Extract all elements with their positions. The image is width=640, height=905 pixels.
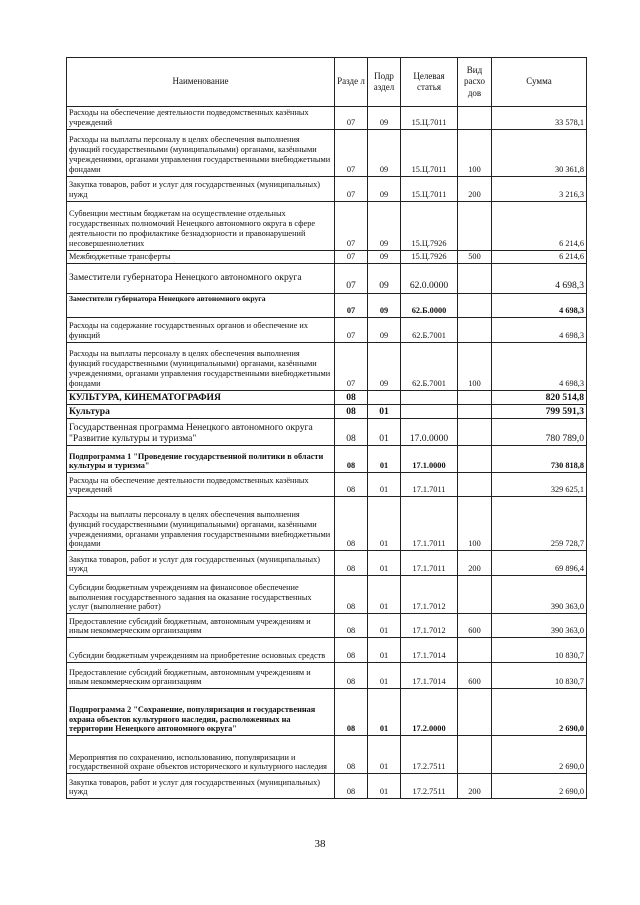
- cell-amount: 30 361,8: [492, 129, 587, 176]
- cell-section: 07: [335, 176, 368, 201]
- cell-amount: 6 214,6: [492, 250, 587, 263]
- cell-expense-type: [458, 638, 492, 663]
- cell-amount: 259 728,7: [492, 497, 587, 551]
- cell-name: Межбюджетные трансферты: [67, 250, 335, 263]
- cell-expense-type: 200: [458, 551, 492, 576]
- cell-target: 17.1.7011: [401, 551, 458, 576]
- cell-amount: 2 690,0: [492, 736, 587, 774]
- table-row: [67, 404, 587, 418]
- cell-target: 15.Ц.7926: [401, 201, 458, 250]
- budget-document: [66, 57, 586, 799]
- cell-target: [401, 390, 458, 404]
- cell-target: 15.Ц.7926: [401, 250, 458, 263]
- cell-name: Подпрограмма 1 "Проведение государственной политики в области культуры и туризма": [67, 446, 335, 473]
- cell-section: 08: [335, 576, 368, 614]
- cell-section: 07: [335, 201, 368, 250]
- table-row: [67, 342, 587, 390]
- cell-amount: 390 363,0: [492, 576, 587, 614]
- table-row: [67, 576, 587, 614]
- cell-target: 17.1.7014: [401, 663, 458, 689]
- cell-subsection: 01: [368, 576, 401, 614]
- cell-amount: 2 690,0: [492, 689, 587, 736]
- cell-amount: 33 578,1: [492, 107, 587, 130]
- cell-subsection: 09: [368, 107, 401, 130]
- cell-name: Предоставление субсидий бюджетным, автономным учреждениям и иным некоммерческим организациям: [67, 614, 335, 638]
- cell-target: 17.1.7012: [401, 614, 458, 638]
- cell-expense-type: [458, 404, 492, 418]
- table-row: [67, 736, 587, 774]
- cell-expense-type: 200: [458, 176, 492, 201]
- cell-expense-type: [458, 473, 492, 497]
- table-row: [67, 473, 587, 497]
- cell-expense-type: [458, 263, 492, 293]
- cell-amount: 4 698,3: [492, 317, 587, 342]
- cell-amount: 4 698,3: [492, 263, 587, 293]
- table-row: [67, 638, 587, 663]
- cell-subsection: 01: [368, 473, 401, 497]
- cell-expense-type: 600: [458, 614, 492, 638]
- cell-section: 08: [335, 473, 368, 497]
- cell-subsection: 01: [368, 614, 401, 638]
- cell-subsection: 01: [368, 419, 401, 446]
- cell-expense-type: [458, 736, 492, 774]
- cell-name: Расходы на обеспечение деятельности подведомственных казённых учреждений: [67, 107, 335, 130]
- cell-subsection: 09: [368, 176, 401, 201]
- cell-section: 07: [335, 317, 368, 342]
- cell-subsection: 09: [368, 250, 401, 263]
- header-expense-type: Вид расхо дов: [458, 58, 492, 107]
- table-row: [67, 201, 587, 250]
- cell-amount: 4 698,3: [492, 342, 587, 390]
- cell-subsection: 09: [368, 263, 401, 293]
- cell-section: 07: [335, 250, 368, 263]
- cell-subsection: 01: [368, 404, 401, 418]
- cell-name: Субсидии бюджетным учреждениям на приобретение основных средств: [67, 638, 335, 663]
- cell-name: Субсидии бюджетным учреждениям на финансовое обеспечение выполнения государственного задания на оказание государственных услуг (выполнение работ): [67, 576, 335, 614]
- header-row: [67, 58, 587, 107]
- cell-expense-type: [458, 689, 492, 736]
- cell-expense-type: [458, 576, 492, 614]
- cell-section: 07: [335, 129, 368, 176]
- cell-target: 62.Б.7001: [401, 317, 458, 342]
- cell-expense-type: [458, 201, 492, 250]
- table-row: [67, 250, 587, 263]
- table-row: [67, 263, 587, 293]
- cell-amount: 3 216,3: [492, 176, 587, 201]
- cell-section: 08: [335, 404, 368, 418]
- cell-target: 17.2.7511: [401, 736, 458, 774]
- cell-subsection: 01: [368, 689, 401, 736]
- cell-name: Расходы на обеспечение деятельности подведомственных казённых учреждений: [67, 473, 335, 497]
- cell-name: Расходы на выплаты персоналу в целях обеспечения выполнения функций государственными (муниципальными) органами, казёнными учреждениями, органами управления государственными внебюджетными фондами: [67, 342, 335, 390]
- cell-section: 08: [335, 736, 368, 774]
- cell-section: 08: [335, 551, 368, 576]
- cell-target: 17.1.7012: [401, 576, 458, 614]
- cell-expense-type: 500: [458, 250, 492, 263]
- table-row: [67, 774, 587, 799]
- cell-amount: 329 625,1: [492, 473, 587, 497]
- cell-target: 15.Ц.7011: [401, 176, 458, 201]
- cell-amount: 730 818,8: [492, 446, 587, 473]
- cell-subsection: 09: [368, 201, 401, 250]
- cell-expense-type: 100: [458, 497, 492, 551]
- cell-amount: 820 514,8: [492, 390, 587, 404]
- cell-target: 15.Ц.7011: [401, 129, 458, 176]
- cell-amount: 10 830,7: [492, 638, 587, 663]
- cell-name: Расходы на выплаты персоналу в целях обеспечения выполнения функций государственными (муниципальными) органами, казёнными учреждениями, органами управления государственными внебюджетными фондами: [67, 129, 335, 176]
- cell-section: 08: [335, 689, 368, 736]
- header-section: Разде л: [335, 58, 368, 107]
- table-row: [67, 551, 587, 576]
- header-name: Наименование: [67, 58, 335, 107]
- table-row: [67, 419, 587, 446]
- cell-name: Заместители губернатора Ненецкого автономного округа: [67, 263, 335, 293]
- cell-name: Государственная программа Ненецкого автономного округа "Развитие культуры и туризма": [67, 419, 335, 446]
- header-target: Целевая статья: [401, 58, 458, 107]
- cell-amount: 2 690,0: [492, 774, 587, 799]
- cell-subsection: 09: [368, 342, 401, 390]
- cell-subsection: 01: [368, 446, 401, 473]
- cell-section: 08: [335, 419, 368, 446]
- cell-target: 62.Б.0000: [401, 293, 458, 317]
- cell-amount: 780 789,0: [492, 419, 587, 446]
- cell-expense-type: [458, 317, 492, 342]
- cell-target: 17.2.7511: [401, 774, 458, 799]
- table-row: [67, 176, 587, 201]
- cell-section: 08: [335, 614, 368, 638]
- cell-target: 62.Б.7001: [401, 342, 458, 390]
- cell-target: 17.1.0000: [401, 446, 458, 473]
- table-row: [67, 390, 587, 404]
- cell-section: 08: [335, 774, 368, 799]
- cell-amount: 390 363,0: [492, 614, 587, 638]
- table-row: [67, 689, 587, 736]
- cell-expense-type: 100: [458, 342, 492, 390]
- cell-subsection: 01: [368, 551, 401, 576]
- cell-amount: 6 214,6: [492, 201, 587, 250]
- cell-name: Подпрограмма 2 "Сохранение, популяризация и государственная охрана объектов культурного наследия, расположенных на территории Ненецкого автономного округа": [67, 689, 335, 736]
- cell-subsection: 01: [368, 736, 401, 774]
- cell-section: 08: [335, 663, 368, 689]
- cell-name: Расходы на содержание государственных органов и обеспечение их функций: [67, 317, 335, 342]
- table-row: [67, 107, 587, 130]
- cell-name: Предоставление субсидий бюджетным, автономным учреждениям и иным некоммерческим организациям: [67, 663, 335, 689]
- cell-name: Культура: [67, 404, 335, 418]
- cell-name: Закупка товаров, работ и услуг для государственных (муниципальных) нужд: [67, 551, 335, 576]
- table-row: [67, 317, 587, 342]
- cell-subsection: [368, 390, 401, 404]
- cell-section: 07: [335, 263, 368, 293]
- table-row: [67, 446, 587, 473]
- cell-section: 08: [335, 446, 368, 473]
- cell-expense-type: [458, 293, 492, 317]
- cell-target: 17.1.7011: [401, 473, 458, 497]
- cell-section: 07: [335, 293, 368, 317]
- cell-subsection: 01: [368, 638, 401, 663]
- budget-table: [66, 57, 587, 799]
- cell-target: 17.1.7011: [401, 497, 458, 551]
- table-row: [67, 293, 587, 317]
- cell-subsection: 01: [368, 663, 401, 689]
- cell-section: 08: [335, 497, 368, 551]
- cell-expense-type: 200: [458, 774, 492, 799]
- page-number: 38: [314, 838, 326, 850]
- cell-amount: 10 830,7: [492, 663, 587, 689]
- cell-expense-type: [458, 107, 492, 130]
- cell-subsection: 09: [368, 293, 401, 317]
- cell-expense-type: 600: [458, 663, 492, 689]
- cell-amount: 4 698,3: [492, 293, 587, 317]
- cell-name: Закупка товаров, работ и услуг для государственных (муниципальных) нужд: [67, 176, 335, 201]
- cell-subsection: 09: [368, 317, 401, 342]
- cell-subsection: 01: [368, 497, 401, 551]
- cell-section: 07: [335, 342, 368, 390]
- cell-target: 15.Ц.7011: [401, 107, 458, 130]
- cell-subsection: 01: [368, 774, 401, 799]
- cell-section: 08: [335, 390, 368, 404]
- cell-section: 08: [335, 638, 368, 663]
- cell-section: 07: [335, 107, 368, 130]
- cell-name: Закупка товаров, работ и услуг для государственных (муниципальных) нужд: [67, 774, 335, 799]
- cell-target: 17.1.7014: [401, 638, 458, 663]
- cell-name: Заместители губернатора Ненецкого автономного округа: [67, 293, 335, 317]
- cell-target: 62.0.0000: [401, 263, 458, 293]
- cell-target: 17.2.0000: [401, 689, 458, 736]
- cell-expense-type: [458, 446, 492, 473]
- cell-subsection: 09: [368, 129, 401, 176]
- cell-name: Мероприятия по сохранению, использованию, популяризации и государственной охране объектов исторического и культурного наследия: [67, 736, 335, 774]
- cell-name: Субвенции местным бюджетам на осуществление отдельных государственных полномочий Ненецкого автономного округа в сфере деятельности по профилактике безнадзорности и правонарушений несовершеннолетних: [67, 201, 335, 250]
- cell-amount: 69 896,4: [492, 551, 587, 576]
- cell-expense-type: [458, 390, 492, 404]
- table-row: [67, 663, 587, 689]
- table-row: [67, 497, 587, 551]
- header-amount: Сумма: [492, 58, 587, 107]
- cell-target: 17.0.0000: [401, 419, 458, 446]
- table-row: [67, 614, 587, 638]
- cell-expense-type: 100: [458, 129, 492, 176]
- header-subsection: Подр аздел: [368, 58, 401, 107]
- cell-target: [401, 404, 458, 418]
- table-row: [67, 129, 587, 176]
- cell-name: КУЛЬТУРА, КИНЕМАТОГРАФИЯ: [67, 390, 335, 404]
- cell-name: Расходы на выплаты персоналу в целях обеспечения выполнения функций государственными (муниципальными) органами, казёнными учреждениями, органами управления государственными внебюджетными фондами: [67, 497, 335, 551]
- cell-expense-type: [458, 419, 492, 446]
- cell-amount: 799 591,3: [492, 404, 587, 418]
